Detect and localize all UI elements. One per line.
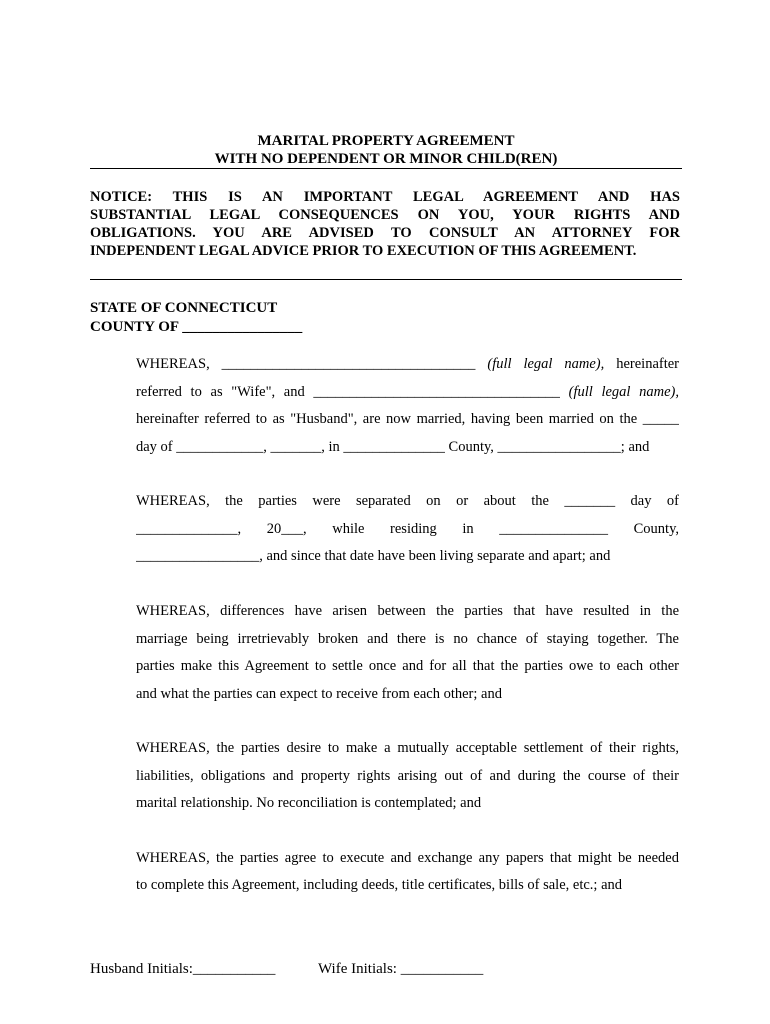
recital-4-line: WHEREAS, the parties desire to make a mutually acceptable settlement of their rights, (136, 740, 679, 756)
recital-5-line: WHEREAS, the parties agree to execute and exchange any papers that might be needed (136, 850, 679, 866)
recital-1-wife-name-blank[interactable]: WHEREAS, ___________________________________ (136, 356, 476, 372)
recital-3-line: parties make this Agreement to settle once and for all that the parties owe to each other (136, 658, 679, 674)
recital-1-line: day of ____________, _______, in ______________ County, _________________; and (136, 439, 650, 455)
recital-2-line: WHEREAS, the parties were separated on or about the _______ day of (136, 493, 679, 509)
recital-1-line: hereinafter referred to as "Husband", are now married, having been married on the _____ (136, 411, 679, 427)
notice-divider (90, 279, 682, 280)
wife-initials-field[interactable]: Wife Initials: ___________ (318, 961, 484, 977)
notice-line: INDEPENDENT LEGAL ADVICE PRIOR TO EXECUTION OF THIS AGREEMENT. (90, 243, 637, 259)
notice-line: NOTICE: THIS IS AN IMPORTANT LEGAL AGREEMENT AND HAS (90, 189, 680, 205)
full-legal-name-hint: (full legal name), (487, 356, 605, 372)
recital-1-husband-name-blank[interactable]: referred to as "Wife", and __________________________________ (136, 384, 560, 400)
recital-5-line: to complete this Agreement, including deeds, title certificates, bills of sale, etc.; and (136, 877, 623, 893)
venue-county: COUNTY OF ________________ (90, 319, 303, 335)
recital-2-line: ______________, 20___, while residing in _______________ County, (136, 521, 679, 537)
title-divider (90, 168, 682, 169)
notice-block (90, 188, 680, 260)
recital-1-line (136, 383, 679, 401)
venue-state: STATE OF CONNECTICUT (90, 300, 278, 316)
document-title: MARITAL PROPERTY AGREEMENT (257, 133, 515, 149)
husband-initials-field[interactable]: Husband Initials:___________ (90, 961, 276, 977)
recital-4-line: liabilities, obligations and property rights arising out of and during the course of their (136, 768, 679, 784)
recital-2-line: _________________, and since that date have been living separate and apart; and (136, 548, 611, 564)
full-legal-name-hint: (full legal name), (568, 384, 679, 400)
recital-1-line: WHEREAS, ___________________________________ (full legal name), hereinafter (136, 356, 679, 372)
recital-3-line: and what the parties can expect to receive from each other; and (136, 686, 502, 702)
document-subtitle: WITH NO DEPENDENT OR MINOR CHILD(REN) (214, 151, 558, 167)
recital-3-line: marriage being irretrievably broken and there is no chance of staying together. The (136, 631, 679, 647)
recital-4-line: marital relationship. No reconciliation is contemplated; and (136, 795, 482, 811)
notice-line: SUBSTANTIAL LEGAL CONSEQUENCES ON YOU, YOUR RIGHTS AND (90, 207, 680, 223)
recital-3-line: WHEREAS, differences have arisen between the parties that have resulted in the (136, 603, 679, 619)
notice-line: OBLIGATIONS. YOU ARE ADVISED TO CONSULT AN ATTORNEY FOR (90, 225, 680, 241)
